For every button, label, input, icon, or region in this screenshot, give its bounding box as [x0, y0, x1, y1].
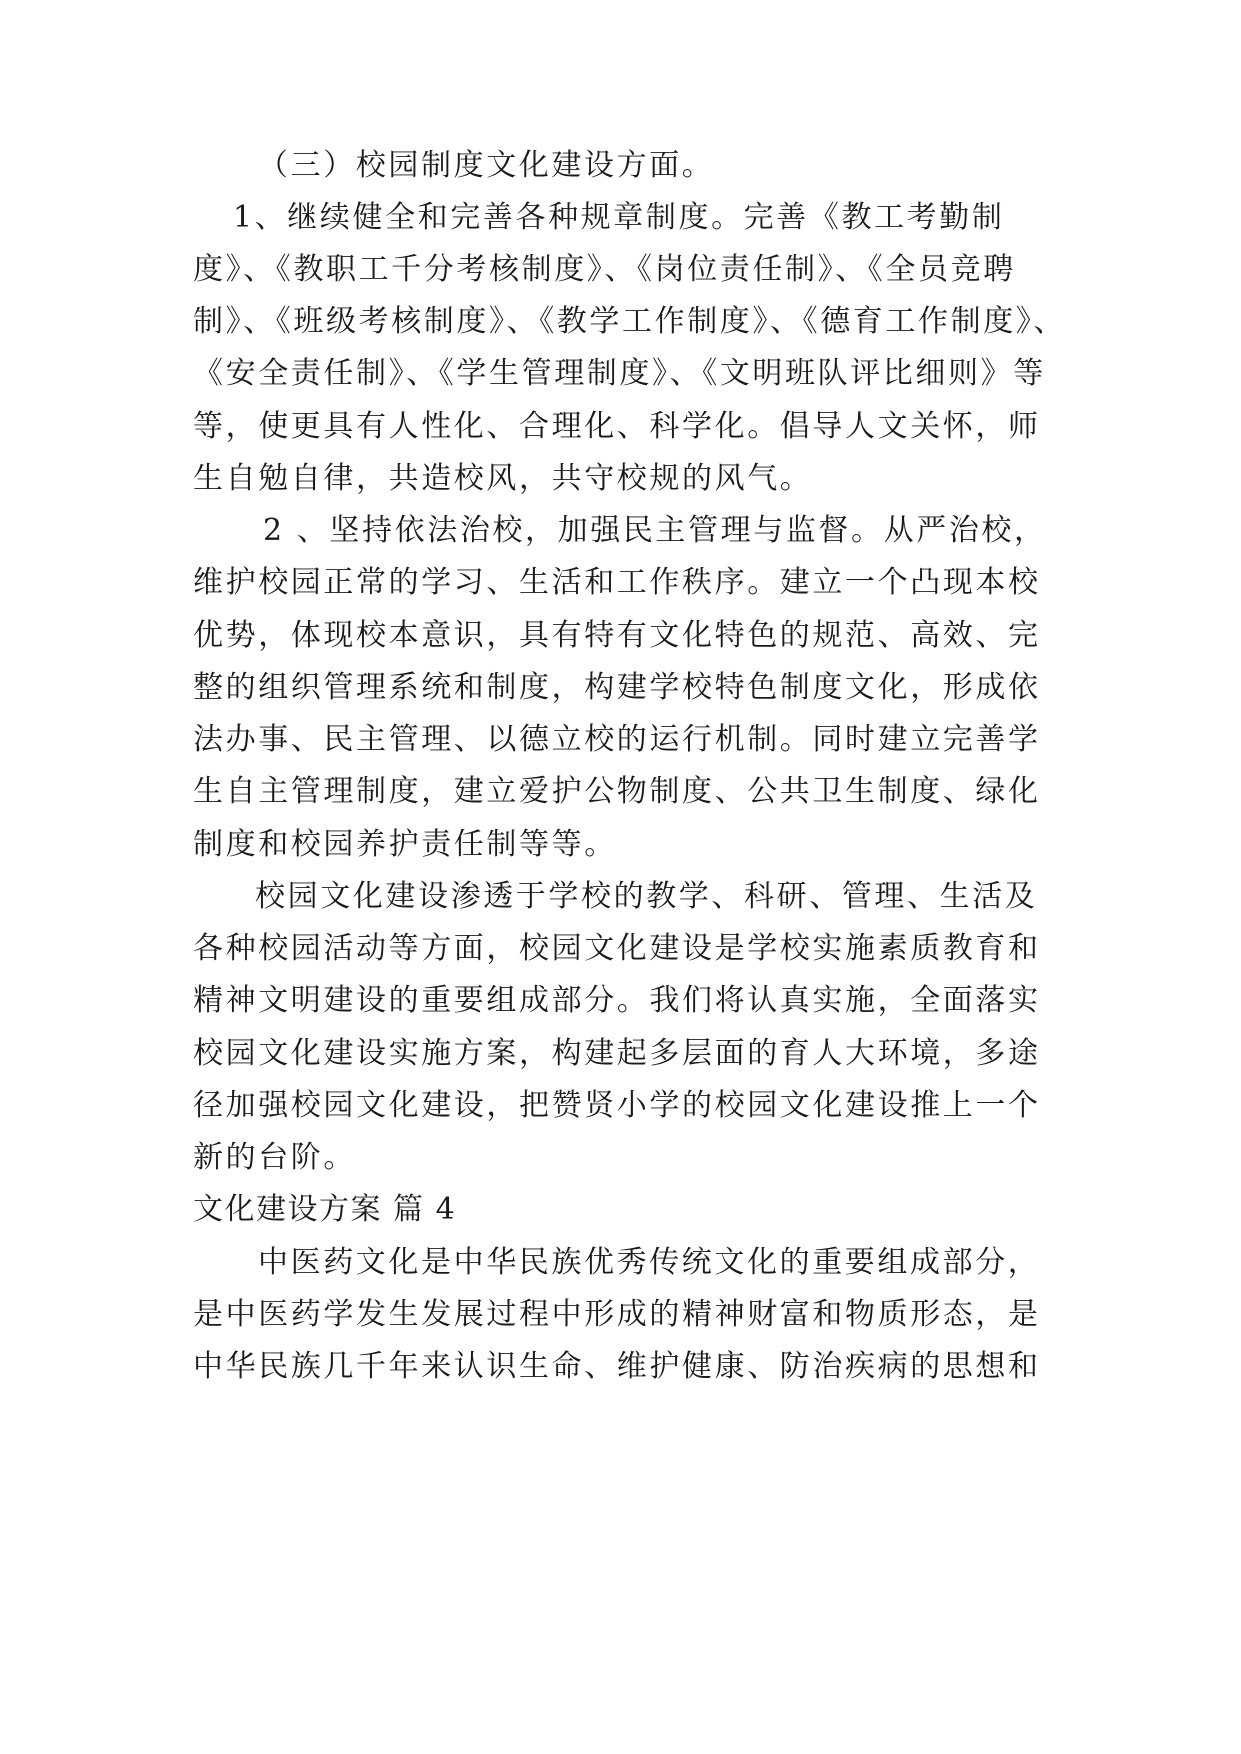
paragraph-line: 法办事、民主管理、以德立校的运行机制。同时建立完善学	[193, 722, 1041, 757]
paragraph-line: 1、继续健全和完善各种规章制度。完善《教工考勤制	[233, 200, 1005, 235]
subsection-heading: （三）校园制度文化建设方面。	[258, 148, 715, 183]
paragraph-line: 是中医药学发生发展过程中形成的精神财富和物质形态，是	[193, 1297, 1041, 1332]
paragraph-line: 等，使更具有人性化、合理化、科学化。倡导人文关怀，师	[193, 409, 1041, 444]
paragraph-line: 《安全责任制》、《学生管理制度》、《文明班队评比细则》等	[193, 356, 1046, 391]
paragraph-line: 制度和校园养护责任制等等。	[193, 827, 617, 862]
paragraph-line: 生自勉自律，共造校风，共守校规的风气。	[193, 461, 813, 496]
paragraph-line: 生自主管理制度，建立爱护公物制度、公共卫生制度、绿化	[193, 774, 1041, 809]
paragraph-line: 度》、《教职工千分考核制度》、《岗位责任制》、《全员竞聘	[193, 252, 1016, 287]
paragraph-line: 优势，体现校本意识，具有特有文化特色的规范、高效、完	[193, 618, 1041, 653]
section-heading: 文化建设方案 篇 4	[193, 1192, 457, 1227]
paragraph-line: 校园文化建设实施方案，构建起多层面的育人大环境，多途	[193, 1036, 1041, 1071]
paragraph-line: 2 、坚持依法治校，加强民主管理与监督。从严治校，	[263, 513, 1047, 548]
paragraph-line: 各种校园活动等方面，校园文化建设是学校实施素质教育和	[193, 931, 1041, 966]
paragraph-line: 整的组织管理系统和制度，构建学校特色制度文化，形成依	[193, 670, 1041, 705]
paragraph-line: 中医药文化是中华民族优秀传统文化的重要组成部分，	[258, 1245, 1041, 1280]
paragraph-line: 中华民族几千年来认识生命、维护健康、防治疾病的思想和	[193, 1349, 1041, 1384]
paragraph-line: 制》、《班级考核制度》、《教学工作制度》、《德育工作制度》、	[193, 304, 1066, 339]
paragraph-line: 校园文化建设渗透于学校的教学、科研、管理、生活及	[255, 879, 1038, 914]
paragraph-line: 新的台阶。	[193, 1140, 356, 1175]
paragraph-line: 精神文明建设的重要组成部分。我们将认真实施，全面落实	[193, 983, 1041, 1018]
paragraph-line: 径加强校园文化建设，把赞贤小学的校园文化建设推上一个	[193, 1088, 1041, 1123]
paragraph-line: 维护校园正常的学习、生活和工作秩序。建立一个凸现本校	[193, 565, 1041, 600]
